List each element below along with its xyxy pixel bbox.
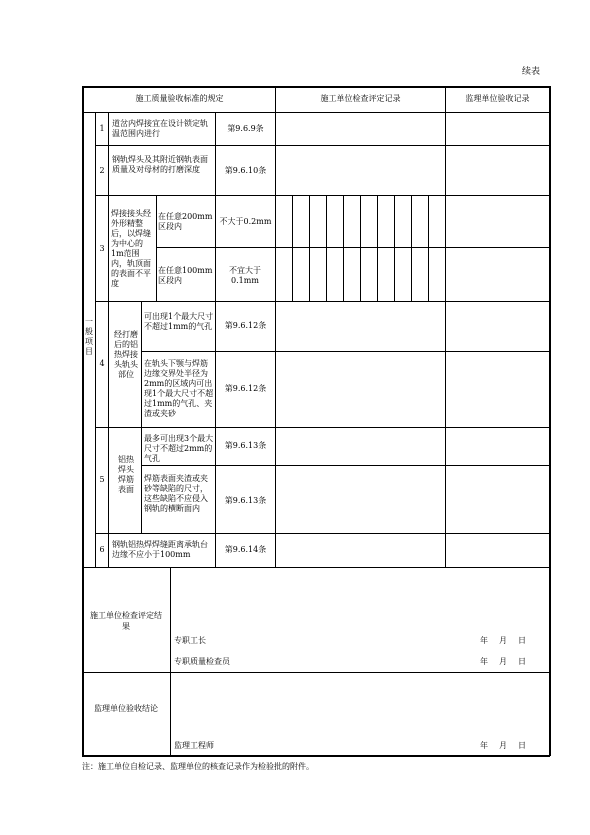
item-6-description: 钢轨铝热焊焊缝距离承轨台边缘不应小于100mm: [112, 540, 208, 559]
item-3-sub-1-limit: 不大于0.2mm: [219, 217, 272, 226]
category-label: 一般项目: [85, 317, 93, 356]
item-4-number: 4: [99, 359, 105, 368]
item-4-sub-2-desc: 在轨头下颚与焊筋边缘交界处半径为2mm的区域内可出现1个最大尺寸不超过1mm的气孔、夹渣或夹砂: [144, 359, 214, 418]
continued-label: 续表: [522, 67, 541, 77]
foreman-date: 年 月 日: [480, 636, 526, 645]
item-4-group: 经打磨后的铝热焊接头轨头部位: [114, 330, 138, 379]
item-4-sub-1-desc: 可出现1个最大尺寸不超过1mm的气孔: [144, 312, 214, 331]
inspector-date: 年 月 日: [480, 657, 526, 666]
construction-result-label: 施工单位检查评定结果: [90, 611, 162, 631]
item-5-number: 5: [99, 475, 105, 484]
item-3-sub-1-range: 在任意200mm区段内: [158, 212, 213, 231]
item-1-clause: 第9.6.9条: [227, 124, 264, 133]
foreman-label: 专职工长: [174, 636, 206, 645]
item-5-sub-1-desc: 最多可出现3个最大尺寸不超过2mm的气孔: [144, 434, 214, 463]
item-1-description: 道岔内焊接宜在设计锁定轨温范围内进行: [112, 119, 208, 138]
item-6-clause: 第9.6.14条: [224, 545, 267, 554]
item-5-sub-2-clause: 第9.6.13条: [224, 496, 267, 505]
engineer-label: 监理工程师: [174, 741, 214, 750]
item-2-clause: 第9.6.10条: [224, 166, 267, 175]
engineer-date: 年 月 日: [480, 741, 526, 750]
footnote: 注：施工单位自检记录、监理单位的核查记录作为检验批的附件。: [82, 762, 314, 771]
item-2-number: 2: [99, 166, 105, 175]
item-3-sub-2-range: 在任意100mm区段内: [158, 266, 213, 285]
item-5-sub-2-desc: 焊筋表面夹渣或夹砂等缺陷的尺寸，这些缺陷不应侵入钢轨的横断面内: [144, 474, 208, 513]
item-2-description: 钢轨焊头及其附近钢轨表面质量及对母材的打磨深度: [112, 155, 208, 174]
item-1-number: 1: [99, 124, 105, 133]
item-6-number: 6: [99, 545, 105, 554]
item-3-number: 3: [99, 244, 105, 253]
item-4-sub-1-clause: 第9.6.12条: [224, 321, 267, 330]
header-supervision-check: 监理单位验收记录: [465, 94, 530, 103]
item-4-sub-2-clause: 第9.6.12条: [224, 384, 267, 393]
item-5-group: 铝热焊头焊筋表面: [118, 455, 134, 494]
item-5-sub-1-clause: 第9.6.13条: [224, 441, 267, 450]
inspector-label: 专职质量检查员: [174, 657, 230, 666]
supervision-result-label: 监理单位验收结论: [94, 704, 158, 713]
item-3-group: 焊接接头经外形精整后，以焊缝为中心的1m范围内，轨顶面的表面不平度: [111, 209, 151, 288]
item-3-sub-2-limit: 不宜大于0.1mm: [229, 266, 261, 285]
header-construction-check: 施工单位检查评定记录: [320, 94, 401, 103]
header-standard: 施工质量验收标准的规定: [135, 94, 224, 103]
